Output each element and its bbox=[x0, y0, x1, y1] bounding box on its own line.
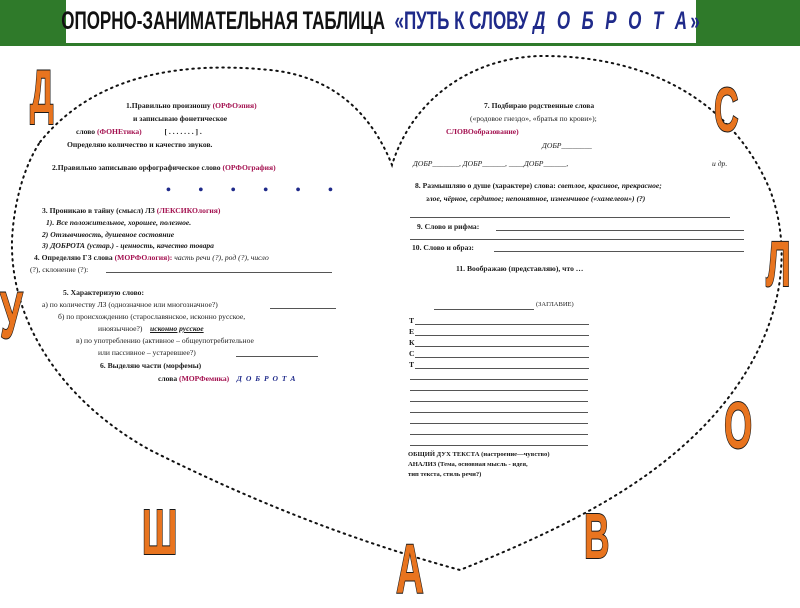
step-8: 8. Размышляю о душе (характере) слова: светлое, красивое, прекрасное; bbox=[415, 181, 662, 190]
acrostic-line-1 bbox=[415, 324, 589, 325]
acrostic-line-2 bbox=[415, 335, 589, 336]
analysis-line-2: АНАЛИЗ (Тема, основная мысль - идея, bbox=[408, 461, 528, 468]
step-10-answer-line bbox=[494, 251, 744, 252]
step-5-a-answer-line bbox=[270, 308, 336, 309]
step-3-meaning-3: 3) ДОБРОТА (устар.) - ценность, качество товара bbox=[42, 241, 214, 250]
acrostic-t1: Т bbox=[409, 316, 415, 325]
step-1-line-c: слово (ФОНЕтика) [ . . . . . . . ] . bbox=[76, 127, 202, 136]
text-line-3 bbox=[410, 401, 588, 402]
step-11: 11. Воображаю (представляю), что … bbox=[456, 264, 584, 273]
step-1-line-b: и записываю фонетическое bbox=[133, 114, 228, 123]
letter-u: У bbox=[0, 278, 23, 352]
letter-v: В bbox=[584, 500, 610, 572]
title-main: ОПОРНО-ЗАНИМАТЕЛЬНАЯ ТАБЛИЦА bbox=[61, 7, 386, 35]
step-9: 9. Слово и рифма: bbox=[417, 222, 480, 231]
step-9-answer-line bbox=[496, 230, 744, 231]
text-line-6 bbox=[410, 434, 588, 435]
step-5: 5. Характеризую слово: bbox=[63, 288, 144, 297]
step-7: 7. Подбираю родственные слова bbox=[484, 101, 595, 110]
acrostic-t2: Т bbox=[409, 360, 415, 369]
step-6: 6. Выделяю части (морфемы) bbox=[100, 361, 202, 370]
step-3-meaning-1: 1). Все положительное, хорошее, полезное. bbox=[46, 218, 192, 227]
zaglavie-label: (ЗАГЛАВИЕ) bbox=[536, 301, 574, 308]
step-5-b-line-2: иноязычное?) исконно русское bbox=[98, 324, 204, 333]
step-8-answer-line bbox=[410, 217, 730, 218]
step-8-line-b: злое, чёрное, сердитое; непонятное, изменчивое («хамелеон») (?) bbox=[426, 194, 646, 203]
text-line-4 bbox=[410, 412, 588, 413]
acrostic-line-3 bbox=[415, 346, 589, 347]
step-7-line-d: ДОБР________ bbox=[542, 141, 592, 150]
letter-a: А bbox=[396, 530, 424, 608]
analysis-line-1: ОБЩИЙ ДУХ ТЕКСТА (настроение—чувство) bbox=[408, 451, 550, 458]
step-1-line-d: Определяю количество и качество звуков. bbox=[67, 140, 213, 149]
title-answer-line bbox=[434, 309, 534, 310]
letter-d: Д bbox=[30, 58, 54, 125]
step-4-answer-line bbox=[106, 272, 332, 273]
analysis-line-3: тип текста, стиль речи?) bbox=[408, 471, 482, 478]
title-end: » bbox=[690, 7, 701, 35]
text-line-2 bbox=[410, 390, 588, 391]
acrostic-k: К bbox=[409, 338, 415, 347]
acrostic-line-4 bbox=[415, 357, 589, 358]
acrostic-s: С bbox=[409, 349, 415, 358]
letter-s: С bbox=[714, 76, 739, 145]
title-quote: «ПУТЬ К СЛОВУ bbox=[394, 7, 529, 35]
step-3-meaning-2: 2) Отзывчивость, душевное состояние bbox=[42, 230, 175, 239]
step-7-line-b: («родовое гнездо», «братья по крови»); bbox=[470, 114, 597, 123]
acrostic-e: Е bbox=[409, 327, 415, 336]
title-word: Д О Б Р О Т А bbox=[533, 7, 691, 35]
step-5-a: а) по количеству ЛЗ (однозначное или многозначное?) bbox=[42, 300, 218, 309]
step-7-line-e: ДОБР_______, ДОБР______, ____ДОБР______, bbox=[413, 159, 569, 168]
step-5-c: в) по употреблению (активное – общеупотребительное bbox=[76, 336, 254, 345]
step-2: 2.Правильно записываю орфографическое слово (ОРФОграфия) bbox=[52, 163, 276, 172]
step-1-line-a: 1.Правильно произношу (ОРФОэпия) bbox=[126, 101, 257, 110]
step-6-line-b: слова (МОРФемика) Д О Б Р О Т А bbox=[158, 374, 297, 383]
step-7-line-c: СЛОВОобразование) bbox=[446, 127, 519, 136]
step-4-line-a: 4. Определяю ГЗ слова (МОРФОлогия): часть речи (?), род (?), число bbox=[34, 253, 269, 262]
text-line-7 bbox=[410, 445, 588, 446]
step-5-c-line-2: или пассивное – устаревшее?) bbox=[98, 348, 196, 357]
letter-sh: Ш bbox=[142, 496, 178, 568]
step-9-answer-line-2 bbox=[410, 239, 744, 240]
step-7-etc: и др. bbox=[712, 159, 728, 168]
step-2-dots: • • • • • • bbox=[166, 183, 345, 198]
text-line-5 bbox=[410, 423, 588, 424]
step-10: 10. Слово и образ: bbox=[412, 243, 474, 252]
step-5-b: б) по происхождению (старославянское, исконно русское, bbox=[58, 312, 246, 321]
step-5-c-answer-line bbox=[236, 356, 318, 357]
letter-o: О bbox=[724, 388, 753, 462]
step-4-line-b: (?), склонение (?): bbox=[30, 265, 89, 274]
acrostic-line-5 bbox=[415, 368, 589, 369]
step-3: 3. Проникаю в тайну (смысл) ЛЗ (ЛЕКСИКОлогия) bbox=[42, 206, 221, 215]
text-line-1 bbox=[410, 379, 588, 380]
letter-l: Л bbox=[766, 228, 791, 300]
